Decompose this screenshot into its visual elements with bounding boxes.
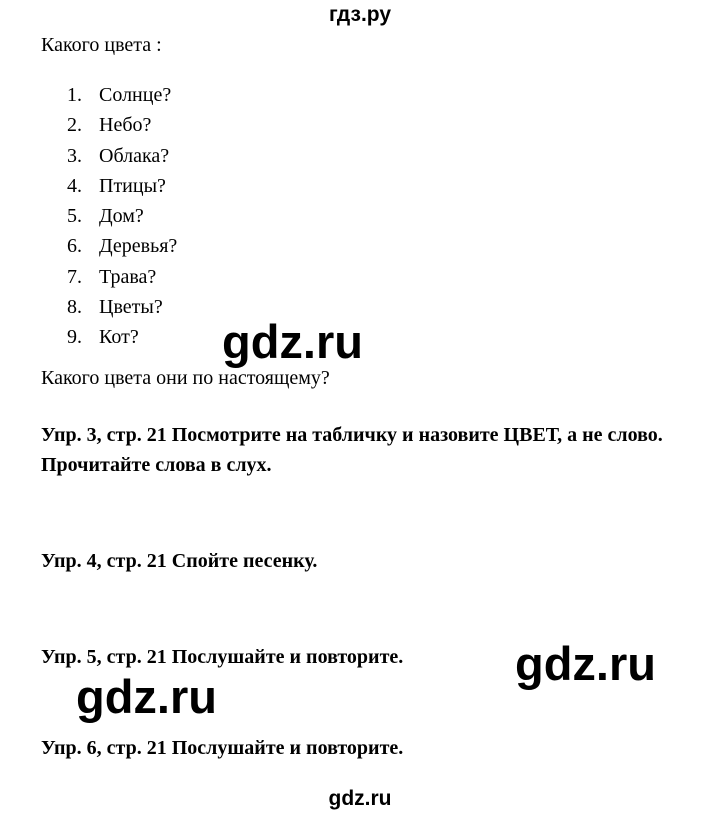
item-text: Дом?: [99, 205, 144, 228]
list-item: [67, 171, 177, 201]
list-item: [67, 80, 177, 110]
exercise-3-heading: Упр. 3, стр. 21 Посмотрите на табличку и назовите ЦВЕТ, а не слово. Прочитайте слова в слух.: [41, 424, 663, 476]
question-list: [67, 80, 177, 353]
list-item: [67, 141, 177, 171]
follow-up-question: Какого цвета они по настоящему?: [41, 367, 330, 389]
list-item: [67, 262, 177, 292]
item-text: Деревья?: [99, 235, 178, 258]
item-number: 8.: [67, 296, 82, 319]
list-item: [67, 110, 177, 140]
watermark-logo: gdz.ru: [222, 315, 363, 368]
exercise-6-heading: Упр. 6, стр. 21 Послушайте и повторите.: [41, 737, 404, 759]
list-item: [67, 231, 177, 261]
item-number: 3.: [67, 144, 82, 167]
item-text: Кот?: [99, 326, 139, 349]
item-number: 2.: [67, 114, 82, 137]
item-text: Небо?: [99, 114, 152, 137]
site-header: гдз.ру: [328, 3, 392, 26]
list-item: [67, 292, 177, 322]
watermark-logo: gdz.ru: [76, 670, 217, 723]
item-number: 7.: [67, 265, 82, 288]
intro-question: Какого цвета :: [41, 34, 162, 56]
item-text: Цветы?: [99, 296, 163, 319]
item-text: Солнце?: [99, 84, 172, 106]
item-number: 5.: [67, 205, 82, 228]
item-number: 6.: [67, 235, 82, 258]
item-number: 9.: [67, 326, 82, 349]
exercise-4-heading: Упр. 4, стр. 21 Спойте песенку.: [41, 550, 318, 572]
site-footer: gdz.ru: [328, 787, 392, 810]
list-item: [67, 322, 177, 352]
watermark-logo: gdz.ru: [515, 637, 656, 690]
item-text: Птицы?: [99, 174, 166, 197]
list-item: [67, 201, 177, 231]
item-text: Облака?: [99, 144, 170, 167]
item-number: 4.: [67, 174, 82, 197]
exercise-5-heading: Упр. 5, стр. 21 Послушайте и повторите.: [41, 646, 404, 668]
item-text: Трава?: [99, 265, 157, 288]
item-number: 1.: [67, 84, 82, 106]
